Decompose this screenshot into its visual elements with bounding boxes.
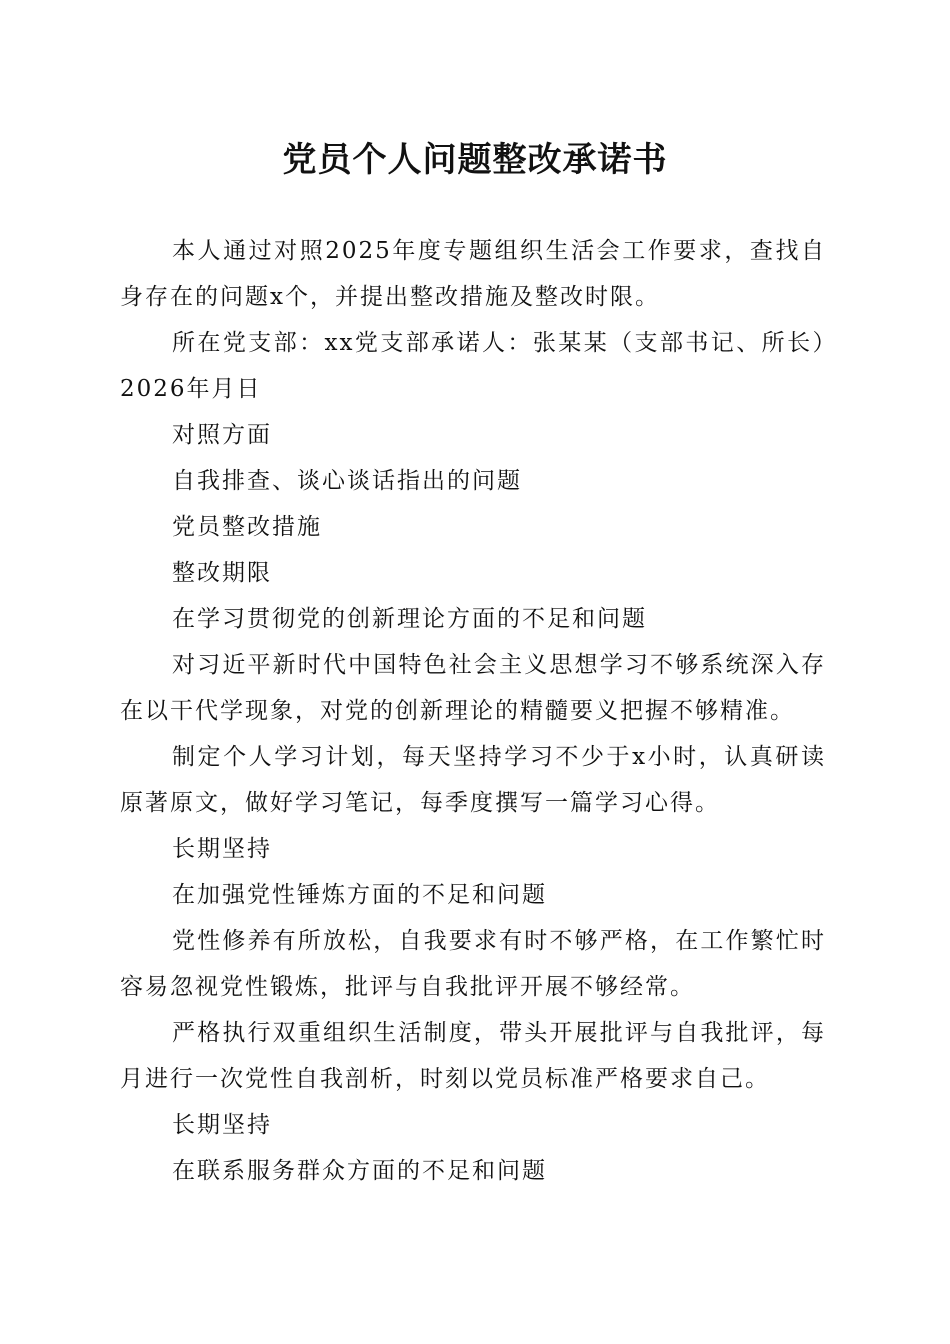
paragraph-aspect-party-spirit: 在加强党性锤炼方面的不足和问题 [172,882,547,908]
paragraph-deadline-party-spirit: 长期坚持 [172,1112,272,1138]
paragraph-measure-theory: 制定个人学习计划，每天坚持学习不少于x小时，认真研读原著原文，做好学习笔记，每季度撰写一篇学习心得。 [120,744,826,816]
paragraph-header-measures: 党员整改措施 [172,514,322,540]
document-body [120,228,826,1194]
paragraph-problem-party-spirit: 党性修养有所放松，自我要求有时不够严格，在工作繁忙时容易忽视党性锻炼，批评与自我批评开展不够经常。 [120,928,826,1000]
document-title: 党员个人问题整改承诺书 [282,140,668,180]
paragraph-problem-theory: 对习近平新时代中国特色社会主义思想学习不够系统深入存在以干代学现象，对党的创新理论的精髓要义把握不够精准。 [120,652,826,724]
paragraph-header-deadline: 整改期限 [172,560,272,586]
paragraph-header-aspect: 对照方面 [172,422,272,448]
paragraph-aspect-serving-masses: 在联系服务群众方面的不足和问题 [172,1158,547,1184]
paragraph-intro: 本人通过对照2025年度专题组织生活会工作要求，查找自身存在的问题x个，并提出整改措施及整改时限。 [120,238,826,310]
paragraph-aspect-theory: 在学习贯彻党的创新理论方面的不足和问题 [172,606,647,632]
paragraph-measure-party-spirit: 严格执行双重组织生活制度，带头开展批评与自我批评，每月进行一次党性自我剖析，时刻以党员标准严格要求自己。 [120,1020,826,1092]
paragraph-deadline-theory: 长期坚持 [172,836,272,862]
paragraph-header-problems: 自我排查、谈心谈话指出的问题 [172,468,522,494]
paragraph-branch-info: 所在党支部：xx党支部承诺人：张某某（支部书记、所长）2026年月日 [120,330,826,402]
